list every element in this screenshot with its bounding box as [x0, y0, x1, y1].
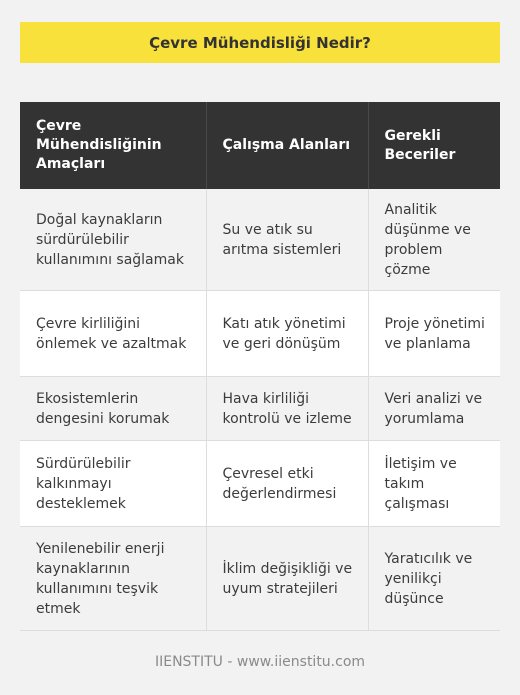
- table-row: [20, 189, 500, 291]
- header-work-areas: Çalışma Alanları: [206, 102, 368, 189]
- table-header-row: [20, 102, 500, 189]
- page-title: Çevre Mühendisliği Nedir?: [149, 33, 371, 52]
- table-cell-area: Hava kirliliği kontrolü ve izleme: [206, 377, 368, 441]
- info-table: [20, 102, 500, 631]
- table-cell-area: Çevresel etki değerlendirmesi: [206, 441, 368, 527]
- table-cell-skill: Analitik düşünme ve problem çözme: [368, 189, 500, 291]
- footer-credit: IIENSTITU - www.iienstitu.com: [154, 654, 366, 670]
- table-cell-area: Su ve atık su arıtma sistemleri: [206, 189, 368, 291]
- table-row: [20, 441, 500, 527]
- table-row: [20, 377, 500, 441]
- table-cell-area: İklim değişikliği ve uyum stratejileri: [206, 527, 368, 631]
- header-goals: Çevre Mühendisliğinin Amaçları: [20, 102, 206, 189]
- table-row: [20, 291, 500, 377]
- header-skills: Gerekli Beceriler: [368, 102, 500, 189]
- table-cell-skill: İletişim ve takım çalışması: [368, 441, 500, 527]
- table-cell-area: Katı atık yönetimi ve geri dönüşüm: [206, 291, 368, 377]
- table-row: [20, 527, 500, 631]
- table-cell-skill: Veri analizi ve yorumlama: [368, 377, 500, 441]
- table-cell-skill: Yaratıcılık ve yenilikçi düşünce: [368, 527, 500, 631]
- table-cell-goal: Sürdürülebilir kalkınmayı desteklemek: [20, 441, 206, 527]
- table-cell-goal: Çevre kirliliğini önlemek ve azaltmak: [20, 291, 206, 377]
- table-cell-goal: Doğal kaynakların sürdürülebilir kullanımını sağlamak: [20, 189, 206, 291]
- table-cell-goal: Ekosistemlerin dengesini korumak: [20, 377, 206, 441]
- table-cell-goal: Yenilenebilir enerji kaynaklarının kullanımını teşvik etmek: [20, 527, 206, 631]
- title-banner: [20, 22, 500, 63]
- table-cell-skill: Proje yönetimi ve planlama: [368, 291, 500, 377]
